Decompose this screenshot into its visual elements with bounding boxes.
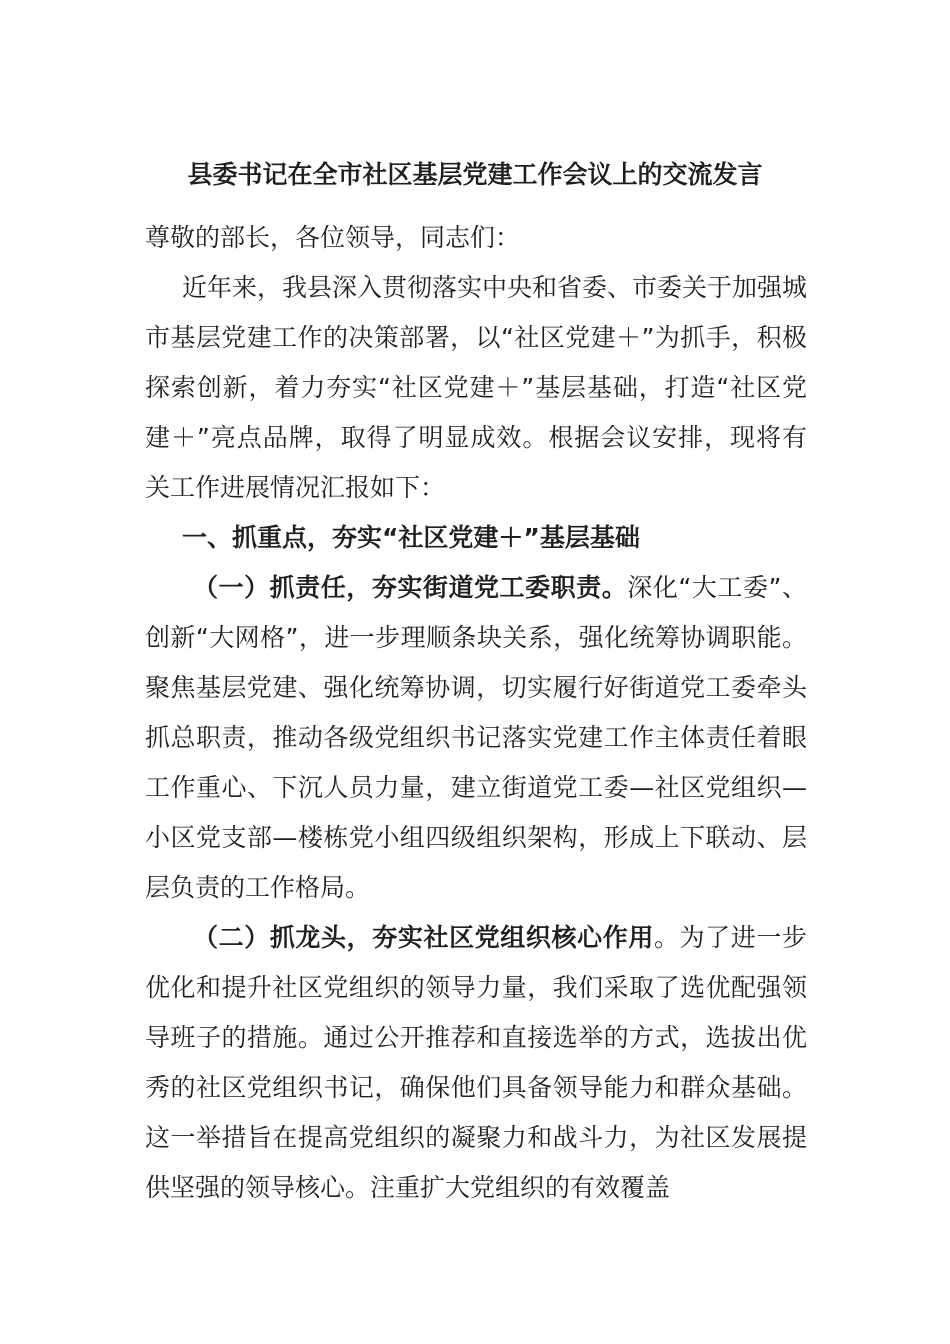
section-heading-1: 一、抓重点，夯实“社区党建＋”基层基础 (182, 523, 640, 552)
document-title: 县委书记在全市社区基层党建工作会议上的交流发言 (187, 160, 763, 189)
subsection-paragraph-1 (145, 563, 807, 913)
subsection-heading-2: （二）抓龙头，夯实社区党组织核心作用 (193, 923, 654, 952)
subsection-text-2: 。为了进一步优化和提升社区党组织的领导力量，我们采取了选优配强领导班子的措施。通过公开推荐和直接选举的方式，选拔出优秀的社区党组织书记，确保他们具备领导能力和群众基础。这一举措旨在提高党组织的凝聚力和战斗力，为社区发展提供坚强的领导核心。注重扩大党组织的有效覆盖 (145, 923, 807, 1202)
subsection-heading-1: （一）抓责任，夯实街道党工委职责。 (193, 573, 628, 602)
subsection-text-1: 深化“大工委”、创新“大网格”，进一步理顺条块关系，强化统筹协调职能。聚焦基层党建、强化统筹协调，切实履行好街道党工委牵头抓总职责，推动各级党组织书记落实党建工作主体责任着眼工作重心、下沉人员力量，建立街道党工委—社区党组织—小区党支部—楼栋党小组四级组织架构，形成上下联动、层层负责的工作格局。 (145, 573, 807, 902)
salutation: 尊敬的部长，各位领导，同志们： (145, 223, 521, 252)
intro-paragraph: 近年来，我县深入贯彻落实中央和省委、市委关于加强城市基层党建工作的决策部署，以“社区党建＋”为抓手，积极探索创新，着力夯实“社区党建＋”基层基础，打造“社区党建＋”亮点品牌，取得了明显成效。根据会议安排，现将有关工作进展情况汇报如下： (145, 273, 808, 502)
document-body (145, 213, 807, 1213)
subsection-paragraph-2 (145, 913, 807, 1213)
